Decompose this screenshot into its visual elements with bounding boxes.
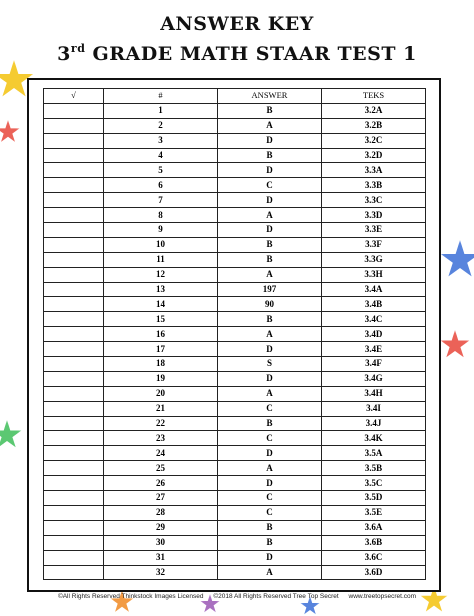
- footer-copyright-treetop: ©2018 All Rights Reserved Tree Top Secret: [213, 593, 339, 600]
- answer-cell: D: [218, 476, 322, 491]
- table-body: [44, 103, 426, 580]
- check-cell[interactable]: [44, 550, 104, 565]
- answer-cell: D: [218, 163, 322, 178]
- teks-cell: 3.3E: [322, 223, 426, 238]
- table-row: [44, 431, 426, 446]
- answer-cell: 90: [218, 297, 322, 312]
- table-row: [44, 476, 426, 491]
- check-cell[interactable]: [44, 178, 104, 193]
- check-cell[interactable]: [44, 267, 104, 282]
- question-number-cell: 9: [104, 223, 218, 238]
- check-cell[interactable]: [44, 461, 104, 476]
- answer-cell: C: [218, 178, 322, 193]
- teks-cell: 3.2D: [322, 148, 426, 163]
- subtitle-grade-number: 3: [57, 43, 71, 65]
- table-row: [44, 446, 426, 461]
- check-cell[interactable]: [44, 312, 104, 327]
- table-row: [44, 565, 426, 580]
- table-row: [44, 416, 426, 431]
- table-row: [44, 103, 426, 118]
- table-row: [44, 178, 426, 193]
- check-cell[interactable]: [44, 520, 104, 535]
- question-number-cell: 6: [104, 178, 218, 193]
- table-row: [44, 148, 426, 163]
- question-number-cell: 1: [104, 103, 218, 118]
- teks-cell: 3.3B: [322, 178, 426, 193]
- table-row: [44, 327, 426, 342]
- teks-cell: 3.4H: [322, 386, 426, 401]
- table-row: [44, 357, 426, 372]
- check-cell[interactable]: [44, 252, 104, 267]
- teks-cell: 3.4I: [322, 401, 426, 416]
- check-cell[interactable]: [44, 133, 104, 148]
- check-cell[interactable]: [44, 148, 104, 163]
- question-number-cell: 7: [104, 193, 218, 208]
- table-row: [44, 282, 426, 297]
- answer-cell: A: [218, 267, 322, 282]
- question-number-cell: 12: [104, 267, 218, 282]
- table-row: [44, 342, 426, 357]
- table-row: [44, 297, 426, 312]
- question-number-cell: 21: [104, 401, 218, 416]
- check-cell[interactable]: [44, 476, 104, 491]
- answer-cell: A: [218, 118, 322, 133]
- table-row: [44, 267, 426, 282]
- answer-cell: D: [218, 446, 322, 461]
- check-cell[interactable]: [44, 416, 104, 431]
- question-number-cell: 24: [104, 446, 218, 461]
- question-number-cell: 18: [104, 357, 218, 372]
- teks-cell: 3.3D: [322, 208, 426, 223]
- check-cell[interactable]: [44, 446, 104, 461]
- teks-cell: 3.5A: [322, 446, 426, 461]
- answer-cell: A: [218, 208, 322, 223]
- check-cell[interactable]: [44, 371, 104, 386]
- question-number-cell: 22: [104, 416, 218, 431]
- answer-cell: A: [218, 565, 322, 580]
- answer-cell: B: [218, 252, 322, 267]
- question-number-cell: 19: [104, 371, 218, 386]
- star-decoration-icon: [440, 330, 470, 360]
- column-header-check: √: [44, 89, 104, 104]
- check-cell[interactable]: [44, 163, 104, 178]
- check-cell[interactable]: [44, 342, 104, 357]
- question-number-cell: 14: [104, 297, 218, 312]
- answer-cell: D: [218, 223, 322, 238]
- answer-key-frame: [27, 78, 441, 592]
- column-header-teks: TEKS: [322, 89, 426, 104]
- check-cell[interactable]: [44, 505, 104, 520]
- teks-cell: 3.3H: [322, 267, 426, 282]
- question-number-cell: 10: [104, 237, 218, 252]
- answer-cell: D: [218, 193, 322, 208]
- answer-cell: B: [218, 535, 322, 550]
- check-cell[interactable]: [44, 237, 104, 252]
- teks-cell: 3.4J: [322, 416, 426, 431]
- question-number-cell: 23: [104, 431, 218, 446]
- answer-cell: B: [218, 148, 322, 163]
- answer-cell: A: [218, 386, 322, 401]
- answer-cell: S: [218, 357, 322, 372]
- teks-cell: 3.2C: [322, 133, 426, 148]
- answer-cell: D: [218, 371, 322, 386]
- teks-cell: 3.5C: [322, 476, 426, 491]
- star-decoration-icon: [0, 120, 20, 144]
- check-cell[interactable]: [44, 386, 104, 401]
- teks-cell: 3.6A: [322, 520, 426, 535]
- question-number-cell: 29: [104, 520, 218, 535]
- check-cell[interactable]: [44, 193, 104, 208]
- check-cell[interactable]: [44, 223, 104, 238]
- check-cell[interactable]: [44, 401, 104, 416]
- question-number-cell: 31: [104, 550, 218, 565]
- check-cell[interactable]: [44, 118, 104, 133]
- teks-cell: 3.3A: [322, 163, 426, 178]
- table-row: [44, 223, 426, 238]
- check-cell[interactable]: [44, 565, 104, 580]
- answer-cell: B: [218, 237, 322, 252]
- check-cell[interactable]: [44, 103, 104, 118]
- table-row: [44, 163, 426, 178]
- check-cell[interactable]: [44, 282, 104, 297]
- teks-cell: 3.3G: [322, 252, 426, 267]
- question-number-cell: 16: [104, 327, 218, 342]
- check-cell[interactable]: [44, 431, 104, 446]
- teks-cell: 3.5E: [322, 505, 426, 520]
- check-cell[interactable]: [44, 357, 104, 372]
- column-header-answer: ANSWER: [218, 89, 322, 104]
- teks-cell: 3.4B: [322, 297, 426, 312]
- subtitle-text: GRADE MATH STAAR TEST 1: [85, 43, 417, 65]
- answer-cell: 197: [218, 282, 322, 297]
- answer-cell: D: [218, 342, 322, 357]
- teks-cell: 3.2B: [322, 118, 426, 133]
- answer-cell: B: [218, 103, 322, 118]
- question-number-cell: 2: [104, 118, 218, 133]
- column-header-number: #: [104, 89, 218, 104]
- teks-cell: 3.4D: [322, 327, 426, 342]
- answer-cell: D: [218, 550, 322, 565]
- question-number-cell: 28: [104, 505, 218, 520]
- question-number-cell: 25: [104, 461, 218, 476]
- teks-cell: 3.3F: [322, 237, 426, 252]
- table-row: [44, 371, 426, 386]
- table-row: [44, 401, 426, 416]
- table-row: [44, 505, 426, 520]
- page-title: ANSWER KEY: [160, 13, 314, 35]
- answer-cell: C: [218, 491, 322, 506]
- answer-cell: A: [218, 461, 322, 476]
- answer-key-table: [43, 88, 426, 580]
- teks-cell: 3.4K: [322, 431, 426, 446]
- teks-cell: 3.3C: [322, 193, 426, 208]
- teks-cell: 3.5D: [322, 491, 426, 506]
- question-number-cell: 3: [104, 133, 218, 148]
- page-subtitle: [0, 42, 474, 65]
- answer-cell: B: [218, 416, 322, 431]
- table-row: [44, 133, 426, 148]
- star-decoration-icon: [0, 420, 22, 450]
- question-number-cell: 32: [104, 565, 218, 580]
- check-cell[interactable]: [44, 327, 104, 342]
- table-row: [44, 208, 426, 223]
- question-number-cell: 30: [104, 535, 218, 550]
- question-number-cell: 15: [104, 312, 218, 327]
- question-number-cell: 8: [104, 208, 218, 223]
- table-header-row: [44, 89, 426, 104]
- question-number-cell: 11: [104, 252, 218, 267]
- table-row: [44, 550, 426, 565]
- check-cell[interactable]: [44, 297, 104, 312]
- teks-cell: 3.6B: [322, 535, 426, 550]
- answer-cell: B: [218, 520, 322, 535]
- table-row: [44, 461, 426, 476]
- table-row: [44, 252, 426, 267]
- table-row: [44, 118, 426, 133]
- question-number-cell: 4: [104, 148, 218, 163]
- teks-cell: 3.6D: [322, 565, 426, 580]
- question-number-cell: 17: [104, 342, 218, 357]
- teks-cell: 3.2A: [322, 103, 426, 118]
- teks-cell: 3.4A: [322, 282, 426, 297]
- table-row: [44, 386, 426, 401]
- table-row: [44, 312, 426, 327]
- teks-cell: 3.4F: [322, 357, 426, 372]
- question-number-cell: 13: [104, 282, 218, 297]
- table-row: [44, 237, 426, 252]
- question-number-cell: 27: [104, 491, 218, 506]
- question-number-cell: 20: [104, 386, 218, 401]
- answer-cell: C: [218, 505, 322, 520]
- answer-cell: D: [218, 133, 322, 148]
- answer-cell: C: [218, 401, 322, 416]
- footer: [0, 593, 474, 600]
- check-cell[interactable]: [44, 491, 104, 506]
- table-row: [44, 491, 426, 506]
- question-number-cell: 5: [104, 163, 218, 178]
- teks-cell: 3.6C: [322, 550, 426, 565]
- check-cell[interactable]: [44, 535, 104, 550]
- teks-cell: 3.4C: [322, 312, 426, 327]
- answer-cell: C: [218, 431, 322, 446]
- table-row: [44, 193, 426, 208]
- teks-cell: 3.4G: [322, 371, 426, 386]
- footer-website-link[interactable]: www.treetopsecret.com: [348, 593, 417, 600]
- table-row: [44, 520, 426, 535]
- subtitle-ordinal: rd: [70, 42, 86, 55]
- check-cell[interactable]: [44, 208, 104, 223]
- teks-cell: 3.5B: [322, 461, 426, 476]
- answer-cell: B: [218, 312, 322, 327]
- star-decoration-icon: [440, 240, 474, 280]
- table-row: [44, 535, 426, 550]
- question-number-cell: 26: [104, 476, 218, 491]
- footer-copyright-thinkstock: ©All Rights Reserved Thinkstock Images Licensed: [57, 593, 204, 600]
- answer-cell: A: [218, 327, 322, 342]
- teks-cell: 3.4E: [322, 342, 426, 357]
